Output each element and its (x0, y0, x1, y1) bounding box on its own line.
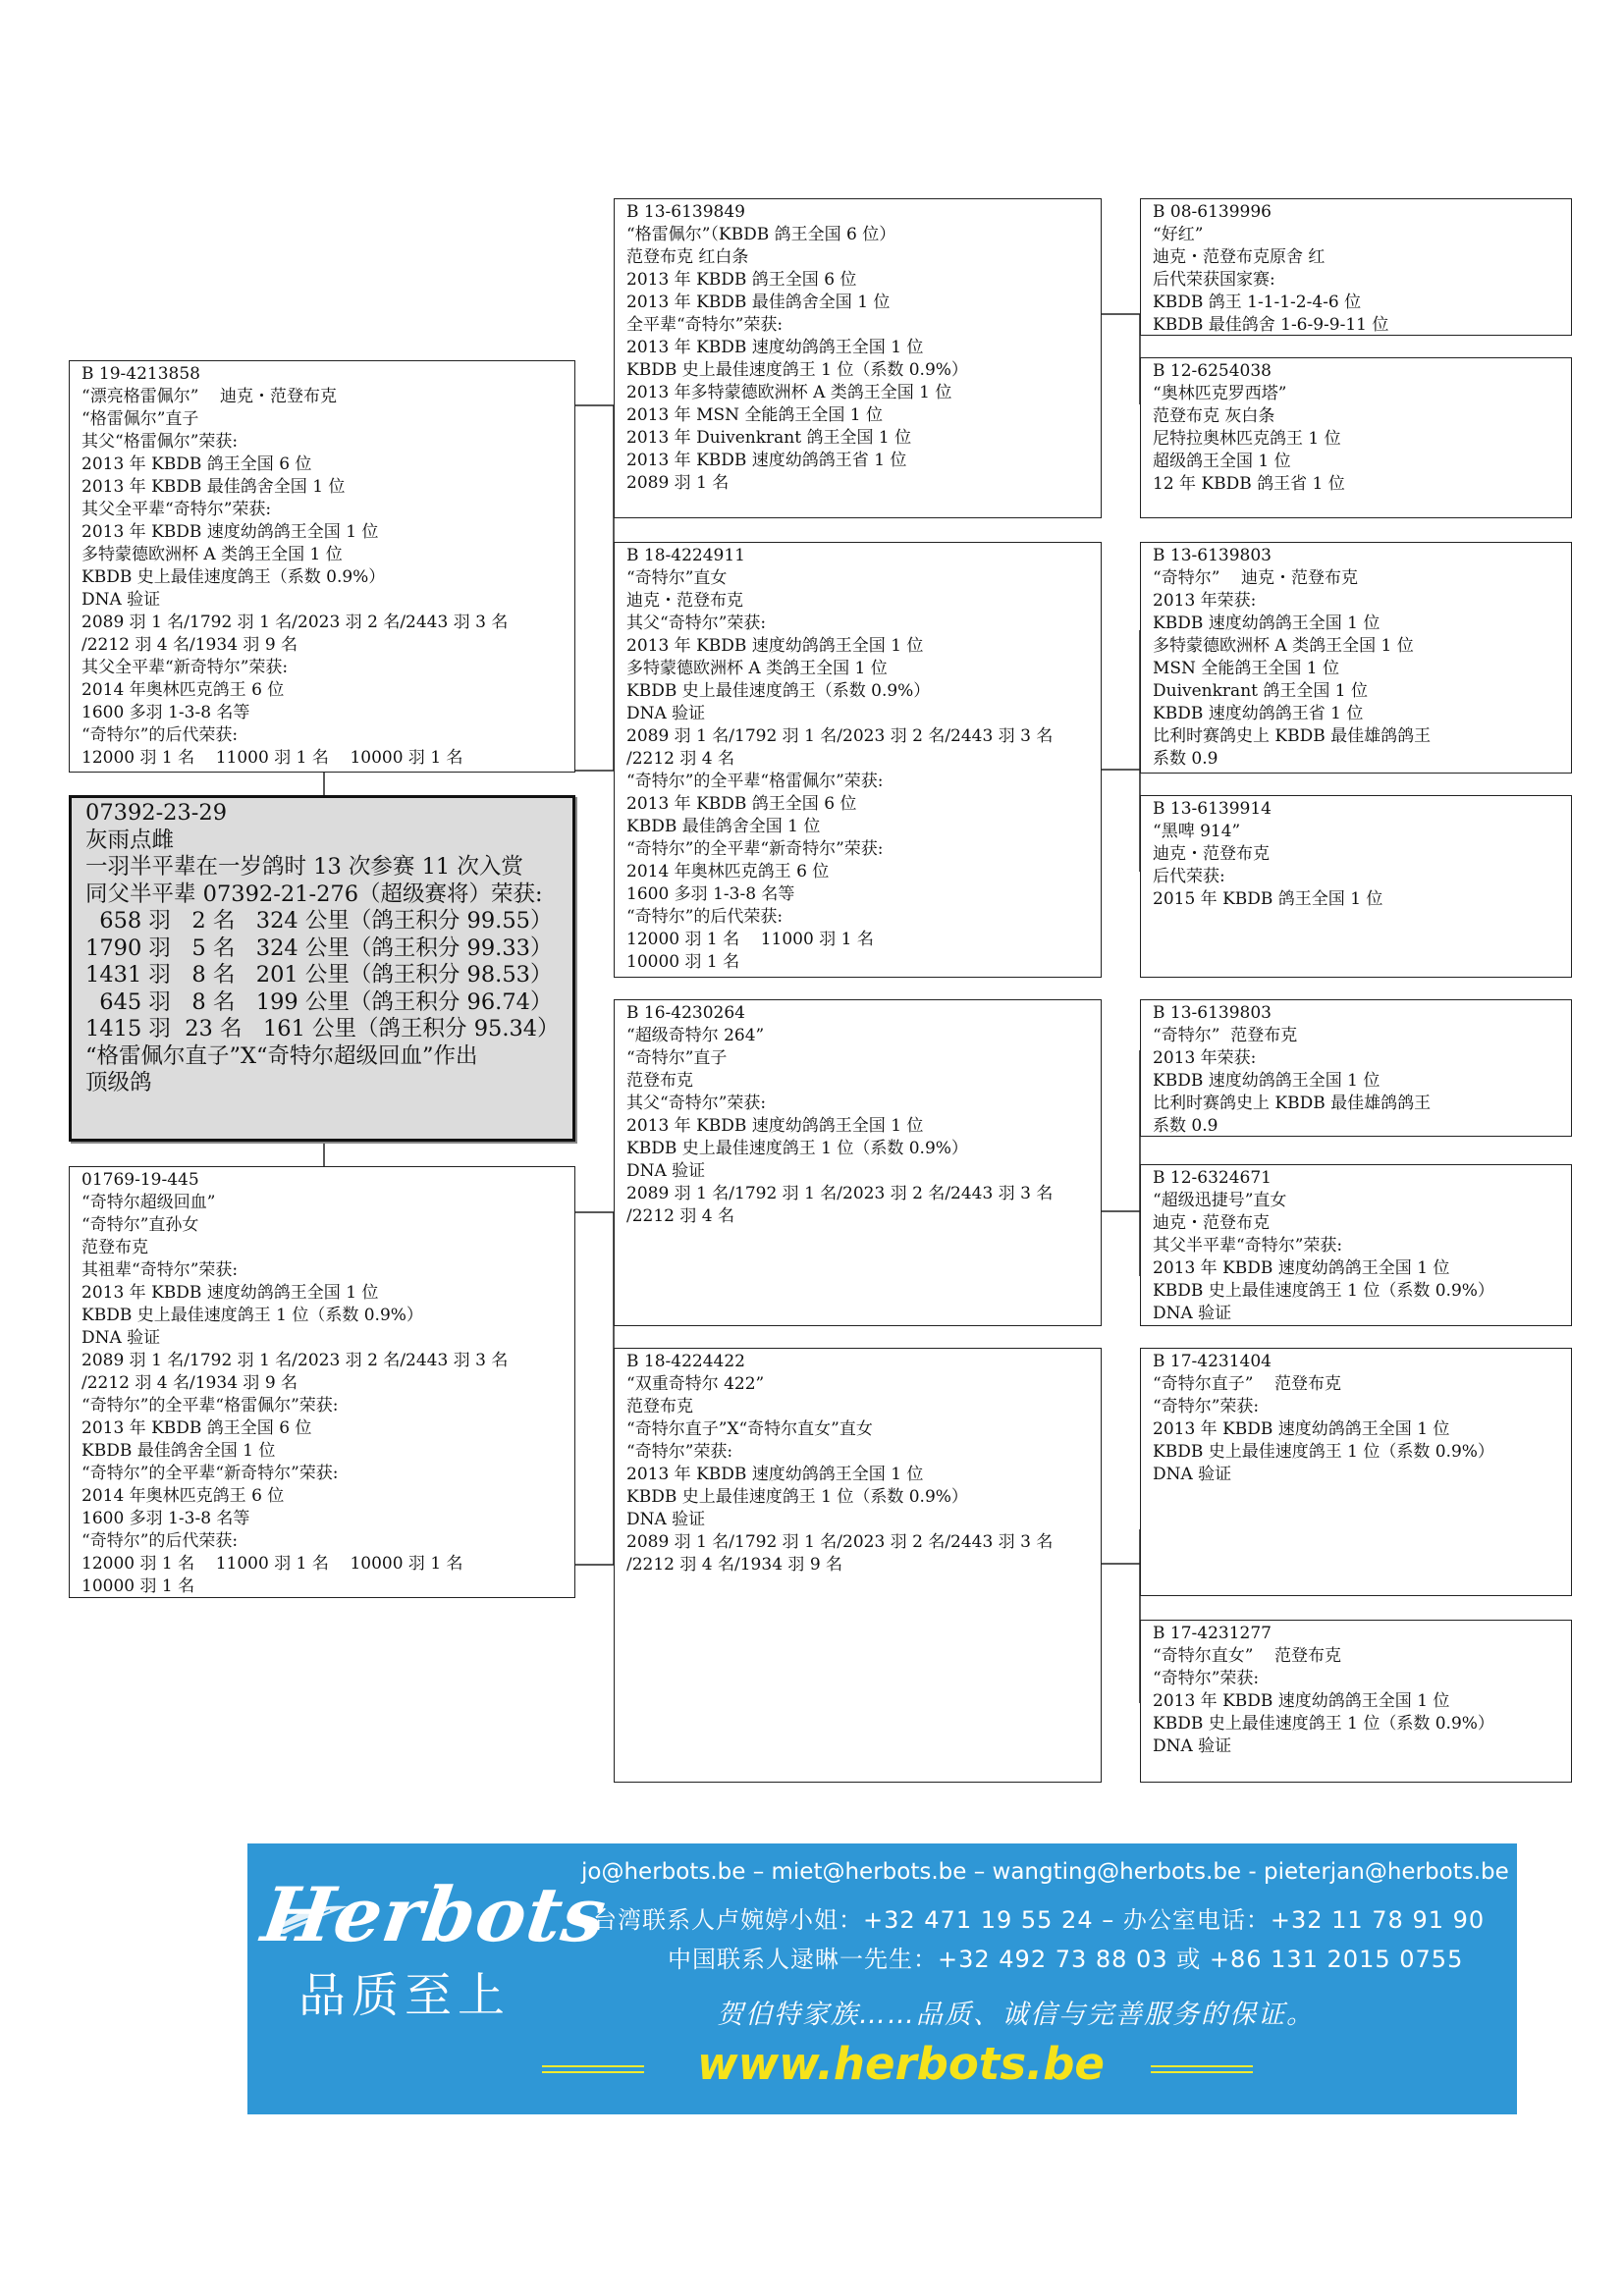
pedigree-line: KBDB 鸽王 1-1-1-2-4-6 位 (1153, 293, 1362, 312)
pedigree-line: 比利时赛鸽史上 KBDB 最佳雄鸽鸽王 (1153, 1094, 1432, 1113)
pedigree-line: KBDB 史上最佳速度鸽王 1 位（系数 0.9%） (626, 360, 968, 380)
pedigree-line: KBDB 史上最佳速度鸽王 1 位（系数 0.9%） (1153, 1442, 1494, 1462)
pedigree-line: “奇特尔”的后代荣获: (81, 1531, 239, 1551)
pedigree-line: KBDB 最佳鸽舍 1-6-9-9-11 位 (1153, 315, 1389, 335)
pedigree-line: 2015 年 KBDB 鸽王全国 1 位 (1153, 889, 1383, 909)
pedigree-line: 10000 羽 1 名 (626, 952, 740, 972)
pedigree-line: “奇特尔”直女 (626, 568, 728, 588)
pedigree-line: DNA 验证 (1153, 1304, 1232, 1323)
pedigree-line: 2013 年 KBDB 鸽王全国 6 位 (81, 454, 312, 474)
pedigree-line: 迪克・范登布克 (626, 591, 743, 611)
pedigree-line: DNA 验证 (81, 1328, 161, 1348)
pedigree-line: 01769-19-445 (81, 1170, 199, 1190)
great-grandparent-card-2 (1140, 357, 1572, 518)
pedigree-line: 2013 年 KBDB 速度幼鸽鸽王全国 1 位 (1153, 1419, 1450, 1439)
brand-logo: Herbots (256, 1871, 613, 1958)
grandsire-maternal-card (614, 999, 1102, 1326)
pedigree-line: 2013 年 KBDB 鸽王全国 6 位 (81, 1418, 312, 1438)
pedigree-line: 1415 羽 23 名 161 公里（鸽王积分 95.34） (85, 1016, 560, 1041)
pedigree-line: 2013 年 MSN 全能鸽王全国 1 位 (626, 405, 884, 425)
pedigree-line: 12000 羽 1 名 11000 羽 1 名 10000 羽 1 名 (81, 748, 463, 768)
pedigree-line: 2013 年 KBDB 最佳鸽舍全国 1 位 (81, 477, 346, 497)
pedigree-line: 系数 0.9 (1153, 749, 1218, 769)
pedigree-line: /2212 羽 4 名 (626, 749, 735, 769)
pedigree-line: 一羽半平辈在一岁鸽时 13 次参赛 11 次入赏 (85, 854, 523, 880)
pedigree-line: KBDB 史上最佳速度鸽王（系数 0.9%） (81, 567, 386, 587)
pedigree-line: KBDB 速度幼鸽鸽王省 1 位 (1153, 704, 1364, 723)
pedigree-line: B 12-6324671 (1153, 1168, 1272, 1188)
pedigree-line: 2089 羽 1 名/1792 羽 1 名/2023 羽 2 名/2443 羽 3 名 (626, 1184, 1054, 1203)
pedigree-line: “奇特尔超级回血” (81, 1193, 216, 1212)
pedigree-line: DNA 验证 (626, 1161, 706, 1181)
pedigree-line: “奇特尔直女” 范登布克 (1153, 1646, 1341, 1666)
pedigree-line: 2014 年奥林匹克鸽王 6 位 (626, 862, 830, 881)
great-grandparent-card-5 (1140, 999, 1572, 1137)
sire-card (69, 360, 575, 773)
pedigree-line: 其父“奇特尔”荣获: (626, 614, 767, 633)
pedigree-line: 多特蒙德欧洲杯 A 类鸽王全国 1 位 (81, 545, 343, 564)
pedigree-line: 2013 年 KBDB 速度幼鸽鸽王全国 1 位 (626, 1116, 924, 1136)
pedigree-line: 2089 羽 1 名/1792 羽 1 名/2023 羽 2 名/2443 羽 3 名 (81, 1351, 509, 1370)
pedigree-line: 2013 年荣获: (1153, 591, 1257, 611)
pedigree-line: 范登布克 (626, 1071, 693, 1091)
pedigree-line: DNA 验证 (626, 1510, 706, 1529)
pedigree-line: DNA 验证 (626, 704, 706, 723)
pedigree-line: 全平辈“奇特尔”荣获: (626, 315, 784, 335)
pedigree-line: “格雷佩尔”直子 (81, 409, 199, 429)
pedigree-line: 2013 年 KBDB 速度幼鸽鸽王全国 1 位 (81, 1283, 379, 1303)
great-grandparent-card-8 (1140, 1620, 1572, 1783)
pedigree-line: “奇特尔”直子 (626, 1048, 728, 1068)
pedigree-line: B 19-4213858 (81, 364, 200, 384)
pedigree-line: 1431 羽 8 名 201 公里（鸽王积分 98.53） (85, 962, 553, 988)
pedigree-line: KBDB 最佳鸽舍全国 1 位 (626, 817, 821, 836)
granddam-maternal-card (614, 1348, 1102, 1783)
pedigree-line: 2013 年多特蒙德欧洲杯 A 类鸽王全国 1 位 (626, 383, 952, 402)
pedigree-line: B 17-4231277 (1153, 1624, 1272, 1643)
pedigree-line: 超级鸽王全国 1 位 (1153, 452, 1291, 471)
pedigree-line: 尼特拉奥林匹克鸽王 1 位 (1153, 429, 1341, 449)
herbots-contact-banner (247, 1843, 1517, 2114)
pedigree-line: 比利时赛鸽史上 KBDB 最佳雄鸽鸽王 (1153, 726, 1432, 746)
pedigree-line: KBDB 史上最佳速度鸽王 1 位（系数 0.9%） (81, 1306, 423, 1325)
pedigree-line: “奇特尔”的后代荣获: (81, 725, 239, 745)
pedigree-line: “奇特尔直子”X“奇特尔直女”直女 (626, 1419, 873, 1439)
pedigree-line: 2013 年 KBDB 速度幼鸽鸽王全国 1 位 (626, 1465, 924, 1484)
pedigree-line: KBDB 最佳鸽舍全国 1 位 (81, 1441, 276, 1461)
pedigree-line: “格雷佩尔直子”X“奇特尔超级回血”作出 (85, 1042, 478, 1069)
pedigree-line: 其父全平辈“奇特尔”荣获: (81, 500, 272, 519)
pedigree-line: 范登布克 红白条 (626, 247, 749, 267)
pedigree-line: DNA 验证 (81, 590, 161, 610)
subject-card (69, 795, 575, 1142)
pedigree-line: “奇特尔”的后代荣获: (626, 907, 784, 927)
pedigree-line: 2013 年 Duivenkrant 鸽王全国 1 位 (626, 428, 912, 448)
pedigree-line: “黑啤 914” (1153, 822, 1241, 841)
pedigree-line: 其父“奇特尔”荣获: (626, 1094, 767, 1113)
pedigree-line: /2212 羽 4 名/1934 羽 9 名 (81, 1373, 298, 1393)
granddam-paternal-card (614, 542, 1102, 978)
pedigree-line: B 13-6139914 (1153, 799, 1272, 819)
pedigree-line: 12000 羽 1 名 11000 羽 1 名 10000 羽 1 名 (81, 1554, 463, 1574)
great-grandparent-card-1 (1140, 198, 1572, 336)
pedigree-line: “超级迅捷号”直女 (1153, 1191, 1287, 1210)
pedigree-line: 多特蒙德欧洲杯 A 类鸽王全国 1 位 (1153, 636, 1414, 656)
pedigree-line: MSN 全能鸽王全国 1 位 (1153, 659, 1339, 678)
pedigree-line: 2013 年 KBDB 速度幼鸽鸽王全国 1 位 (1153, 1691, 1450, 1711)
pedigree-line: 2089 羽 1 名/1792 羽 1 名/2023 羽 2 名/2443 羽 3 名 (626, 1532, 1054, 1552)
pedigree-line: KBDB 史上最佳速度鸽王 1 位（系数 0.9%） (626, 1139, 968, 1158)
pedigree-line: “双重奇特尔 422” (626, 1374, 765, 1394)
pedigree-line: KBDB 史上最佳速度鸽王 1 位（系数 0.9%） (1153, 1281, 1494, 1301)
pedigree-line: 2013 年 KBDB 鸽王全国 6 位 (626, 270, 857, 290)
pedigree-line: “奇特尔” 迪克・范登布克 (1153, 568, 1358, 588)
pedigree-line: 12000 羽 1 名 11000 羽 1 名 (626, 930, 874, 949)
pedigree-line: 2089 羽 1 名/1792 羽 1 名/2023 羽 2 名/2443 羽 3 名 (626, 726, 1054, 746)
pedigree-line: B 13-6139849 (626, 202, 745, 222)
pedigree-line: 后代荣获国家赛: (1153, 270, 1275, 290)
pedigree-line: 07392-23-29 (85, 800, 228, 826)
pedigree-line: B 13-6139803 (1153, 546, 1272, 565)
pedigree-line: 灰雨点雌 (85, 827, 175, 853)
pedigree-line: 2014 年奥林匹克鸽王 6 位 (81, 1486, 285, 1506)
pedigree-line: “奇特尔”的全平辈“新奇特尔”荣获: (81, 1464, 339, 1483)
pedigree-line: “奇特尔”的全平辈“格雷佩尔”荣获: (81, 1396, 339, 1415)
pedigree-line: 2013 年 KBDB 速度幼鸽鸽王全国 1 位 (626, 338, 924, 357)
pedigree-line: 顶级鸽 (85, 1070, 152, 1095)
pedigree-line: KBDB 史上最佳速度鸽王（系数 0.9%） (626, 681, 931, 701)
pedigree-line: 2089 羽 1 名 (626, 473, 730, 493)
pedigree-line: “漂亮格雷佩尔” 迪克・范登布克 (81, 387, 337, 406)
decor-lines-left (542, 2065, 644, 2075)
email-contacts[interactable]: jo@herbots.be – miet@herbots.be – wangting@herbots.be - pieterjan@herbots.be (581, 1859, 1509, 1885)
pedigree-line: 1790 羽 5 名 324 公里（鸽王积分 99.33） (85, 934, 553, 961)
pedigree-line: “奇特尔”荣获: (1153, 1397, 1260, 1416)
pedigree-line: B 13-6139803 (1153, 1003, 1272, 1023)
pedigree-line: 2089 羽 1 名/1792 羽 1 名/2023 羽 2 名/2443 羽 3 名 (81, 613, 509, 632)
pedigree-line: 迪克・范登布克 (1153, 844, 1270, 864)
great-grandparent-card-6 (1140, 1164, 1572, 1326)
pedigree-line: DNA 验证 (1153, 1465, 1232, 1484)
pedigree-line: 2013 年 KBDB 速度幼鸽鸽王全国 1 位 (1153, 1258, 1450, 1278)
pedigree-line: 2013 年 KBDB 速度幼鸽鸽王全国 1 位 (81, 522, 379, 542)
pedigree-line: 范登布克 (626, 1397, 693, 1416)
pedigree-line: 迪克・范登布克 (1153, 1213, 1270, 1233)
pedigree-line: 645 羽 8 名 199 公里（鸽王积分 96.74） (85, 988, 553, 1015)
great-grandparent-card-4 (1140, 795, 1572, 978)
pedigree-line: Duivenkrant 鸽王全国 1 位 (1153, 681, 1368, 701)
pedigree-line: /2212 羽 4 名/1934 羽 9 名 (626, 1555, 843, 1575)
pedigree-line: “格雷佩尔”（KBDB 鸽王全国 6 位） (626, 225, 896, 244)
pedigree-line: B 18-4224422 (626, 1352, 745, 1371)
pedigree-line: 2013 年 KBDB 速度幼鸽鸽王省 1 位 (626, 451, 907, 470)
pedigree-line: B 12-6254038 (1153, 361, 1272, 381)
pedigree-line: DNA 验证 (1153, 1736, 1232, 1756)
pedigree-line: 其祖辈“奇特尔”荣获: (81, 1260, 239, 1280)
china-contact: 中国联系人逯晽一先生：+32 492 73 88 03 或 +86 131 2015 0755 (668, 1946, 1464, 1973)
pedigree-line: 658 羽 2 名 324 公里（鸽王积分 99.55） (85, 908, 553, 934)
slogan: 品质至上 (298, 1968, 512, 2023)
pedigree-line: 系数 0.9 (1153, 1116, 1218, 1136)
pedigree-line: 后代荣获: (1153, 867, 1225, 886)
pedigree-line: B 18-4224911 (626, 546, 745, 565)
pedigree-line: 2013 年 KBDB 最佳鸽舍全国 1 位 (626, 293, 891, 312)
grandsire-paternal-card (614, 198, 1102, 518)
pedigree-line: “好红” (1153, 225, 1204, 244)
pedigree-line: 1600 多羽 1-3-8 名等 (81, 1509, 250, 1528)
decor-lines-right (1151, 2065, 1253, 2075)
pedigree-line: B 17-4231404 (1153, 1352, 1272, 1371)
pedigree-line: “奇特尔”的全平辈“新奇特尔”荣获: (626, 839, 884, 859)
pedigree-line: KBDB 史上最佳速度鸽王 1 位（系数 0.9%） (626, 1487, 968, 1507)
pedigree-line: B 16-4230264 (626, 1003, 745, 1023)
pedigree-line: /2212 羽 4 名 (626, 1206, 735, 1226)
pedigree-line: “奇特尔直子” 范登布克 (1153, 1374, 1341, 1394)
pedigree-line: “奇特尔”荣获: (1153, 1669, 1260, 1688)
pedigree-line: B 08-6139996 (1153, 202, 1272, 222)
pedigree-line: “奥林匹克罗西塔” (1153, 384, 1287, 403)
pedigree-line: 2013 年荣获: (1153, 1048, 1257, 1068)
dam-card (69, 1166, 575, 1598)
pedigree-line: 迪克・范登布克原舍 红 (1153, 247, 1326, 267)
pedigree-line: 10000 羽 1 名 (81, 1576, 195, 1596)
company-motto: 贺伯特家族……品质、诚信与完善服务的保证。 (717, 2000, 1315, 2030)
pedigree-line: “奇特尔” 范登布克 (1153, 1026, 1298, 1045)
taiwan-contact: 台湾联系人卢婉婷小姐：+32 471 19 55 24 – 办公室电话：+32 11 78 91 90 (593, 1906, 1486, 1934)
pedigree-line: 其父全平辈“新奇特尔”荣获: (81, 658, 289, 677)
pedigree-line: “奇特尔”直孙女 (81, 1215, 199, 1235)
pedigree-line: 同父半平辈 07392-21-276（超级赛将）荣获: (85, 881, 543, 907)
pedigree-line: “奇特尔”荣获: (626, 1442, 733, 1462)
pedigree-line: 多特蒙德欧洲杯 A 类鸽王全国 1 位 (626, 659, 888, 678)
pedigree-line: 其父“格雷佩尔”荣获: (81, 432, 239, 452)
pedigree-line: /2212 羽 4 名/1934 羽 9 名 (81, 635, 298, 655)
pedigree-line: 2013 年 KBDB 速度幼鸽鸽王全国 1 位 (626, 636, 924, 656)
pedigree-line: KBDB 史上最佳速度鸽王 1 位（系数 0.9%） (1153, 1714, 1494, 1734)
great-grandparent-card-7 (1140, 1348, 1572, 1596)
pedigree-line: KBDB 速度幼鸽鸽王全国 1 位 (1153, 1071, 1380, 1091)
great-grandparent-card-3 (1140, 542, 1572, 774)
pedigree-line: 范登布克 灰白条 (1153, 406, 1275, 426)
pedigree-line: “超级奇特尔 264” (626, 1026, 765, 1045)
pedigree-line: 1600 多羽 1-3-8 名等 (81, 703, 250, 722)
pedigree-line: “奇特尔”的全平辈“格雷佩尔”荣获: (626, 772, 884, 791)
website-link[interactable]: www.herbots.be (697, 2038, 1105, 2090)
pedigree-line: 其父半平辈“奇特尔”荣获: (1153, 1236, 1343, 1255)
pedigree-line: 2013 年 KBDB 鸽王全国 6 位 (626, 794, 857, 814)
pedigree-line: 1600 多羽 1-3-8 名等 (626, 884, 795, 904)
pedigree-line: 12 年 KBDB 鸽王省 1 位 (1153, 474, 1345, 494)
pedigree-line: 范登布克 (81, 1238, 148, 1257)
pedigree-line: 2014 年奥林匹克鸽王 6 位 (81, 680, 285, 700)
pedigree-line: KBDB 速度幼鸽鸽王全国 1 位 (1153, 614, 1380, 633)
